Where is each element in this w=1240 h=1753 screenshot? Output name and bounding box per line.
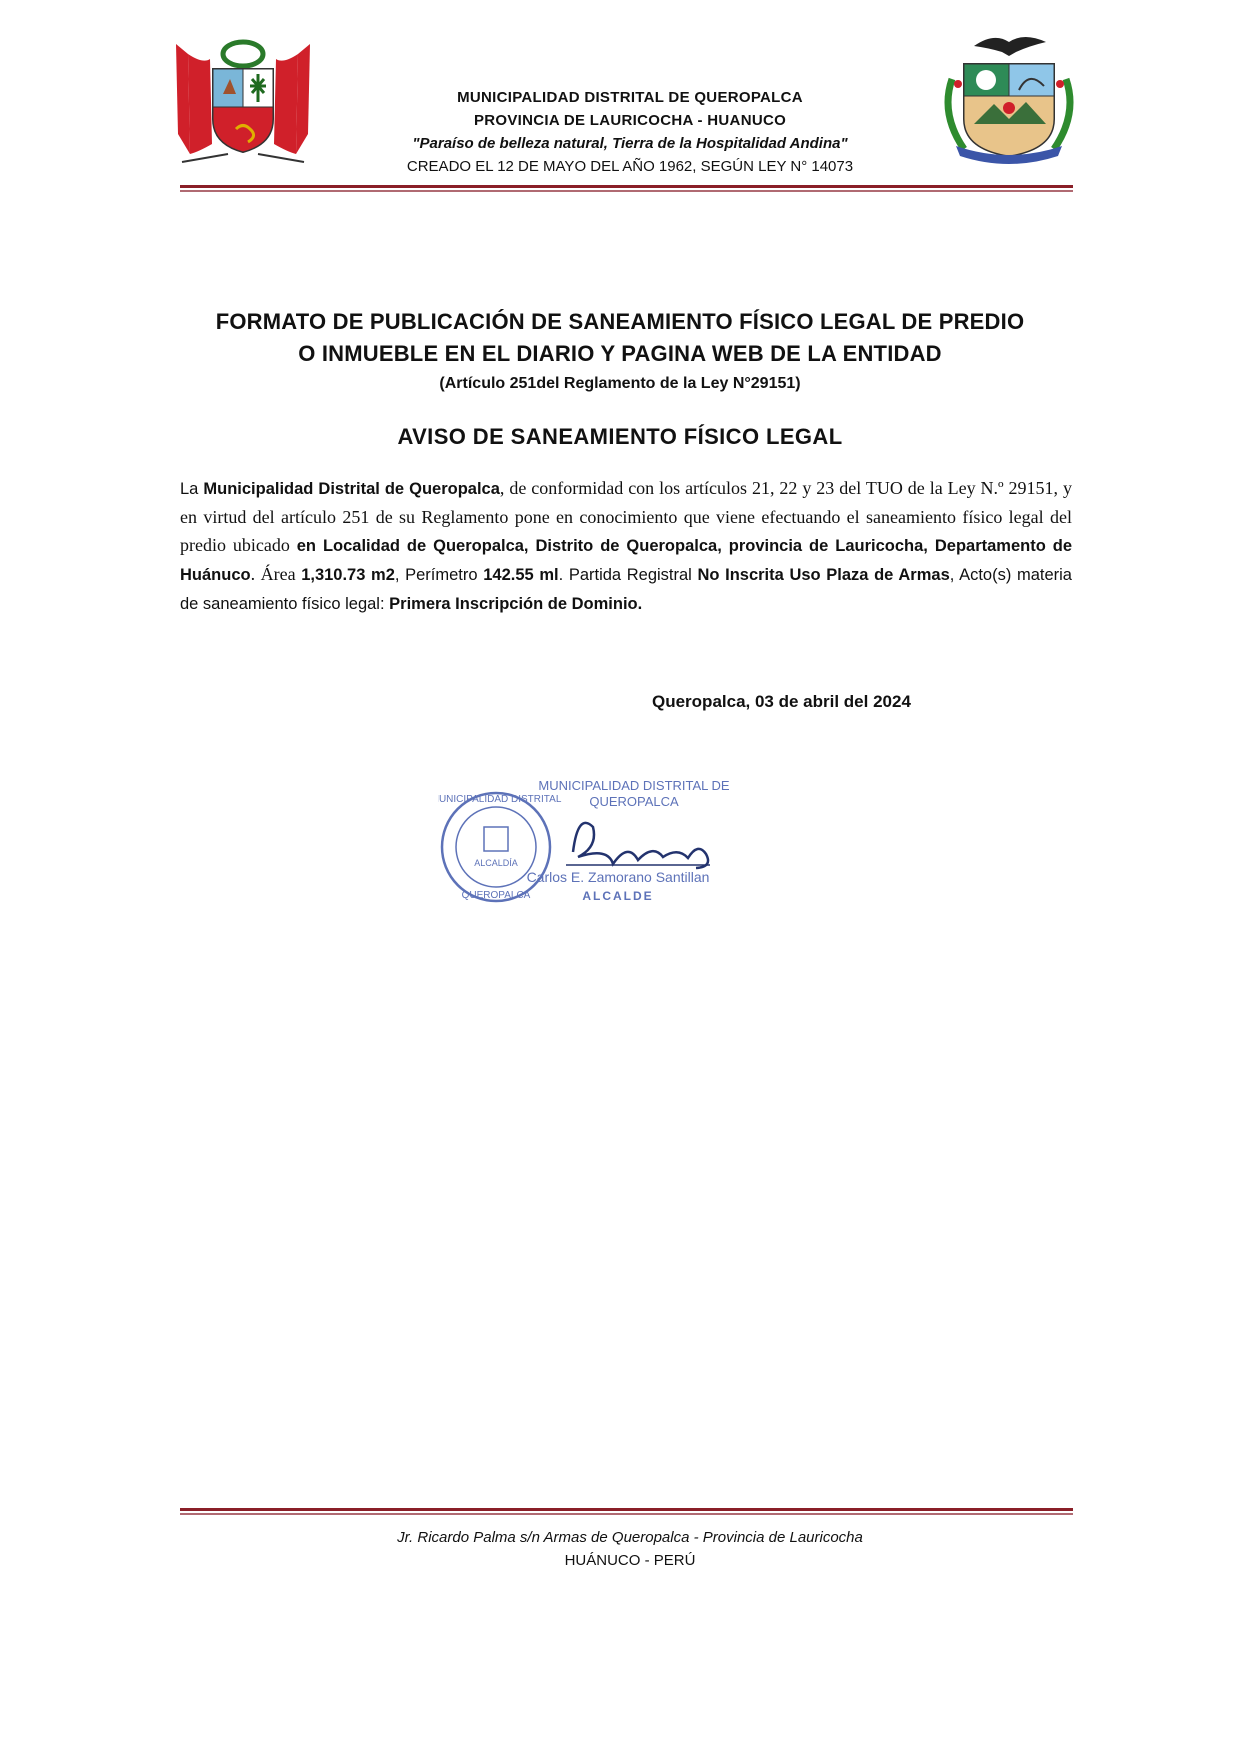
document-title-line-2: O INMUEBLE EN EL DIARIO Y PAGINA WEB DE LA ENTIDAD xyxy=(298,341,942,366)
footer-divider-thin xyxy=(180,1513,1073,1515)
body-segment-bold: 1,310.73 m2 xyxy=(301,566,395,584)
footer-divider xyxy=(180,1508,1073,1511)
seal-center-text: ALCALDÍA xyxy=(474,858,518,868)
body-segment-bold: 142.55 ml xyxy=(483,566,559,584)
body-segment: La xyxy=(180,480,204,498)
province-name: PROVINCIA DE LAURICOCHA - HUANUCO xyxy=(473,112,787,129)
municipality-name: MUNICIPALIDAD DISTRITAL DE QUEROPALCA xyxy=(457,89,803,106)
signatory-role: ALCALDE xyxy=(582,889,654,903)
body-segment-bold: Municipalidad Distrital de Queropalca xyxy=(203,480,500,498)
document-subtitle: (Artículo 251del Reglamento de la Ley N°29151) xyxy=(439,375,801,392)
official-stamp xyxy=(438,772,758,922)
header-divider-thin xyxy=(180,190,1073,192)
document-title-line-1: FORMATO DE PUBLICACIÓN DE SANEAMIENTO FÍSICO LEGAL DE PREDIO xyxy=(215,309,1025,334)
body-segment: , de conformidad con los artículos 21, 22 y 23 del TUO de la Ley N.º 29151, y en virtud del artículo 251 de su Reglamento pone en conocimiento que viene efectuando el saneamiento físico legal del predio ubicado xyxy=(180,478,1072,555)
body-segment-bold: en Localidad de Queropalca, Distrito de Queropalca, provincia de Lauricocha, Departamento de Huánuco xyxy=(180,537,1073,584)
seal-top-text: MUNICIPALIDAD DISTRITAL xyxy=(438,794,562,805)
creation-note: CREADO EL 12 DE MAYO DEL AÑO 1962, SEGÚN LEY N° 14073 xyxy=(406,158,854,175)
seal-bottom-text: QUEROPALCA xyxy=(461,890,531,901)
body-segment: , Perímetro xyxy=(394,566,484,584)
body-segment: . Partida Registral xyxy=(558,566,698,584)
body-segment-bold: Primera Inscripción de Dominio. xyxy=(389,595,643,613)
notice-paragraph xyxy=(180,474,1072,618)
peru-coat-of-arms-icon xyxy=(168,34,318,174)
body-segment-bold: No Inscrita Uso Plaza de Armas xyxy=(697,566,950,584)
letterhead xyxy=(340,86,920,178)
signatory-name: Carlos E. Zamorano Santillan xyxy=(526,869,710,885)
footer-address xyxy=(340,1526,920,1572)
body-segment: . Área xyxy=(250,564,302,584)
body-segment: , Acto(s) materia de saneamiento físico legal: xyxy=(180,566,1072,613)
motto: "Paraíso de belleza natural, Tierra de la Hospitalidad Andina" xyxy=(412,135,848,152)
queropalca-coat-of-arms-icon xyxy=(934,24,1084,169)
header-divider xyxy=(180,185,1073,188)
signature-icon xyxy=(573,823,708,868)
date-line: Queropalca, 03 de abril del 2024 xyxy=(652,692,911,711)
office-line-2: QUEROPALCA xyxy=(589,794,679,809)
footer-address-line: Jr. Ricardo Palma s/n Armas de Queropalca - Provincia de Lauricocha xyxy=(397,1529,863,1546)
aviso-title: AVISO DE SANEAMIENTO FÍSICO LEGAL xyxy=(397,424,843,449)
footer-country-line: HUÁNUCO - PERÚ xyxy=(564,1552,696,1569)
office-line-1: MUNICIPALIDAD DISTRITAL DE xyxy=(538,778,730,793)
